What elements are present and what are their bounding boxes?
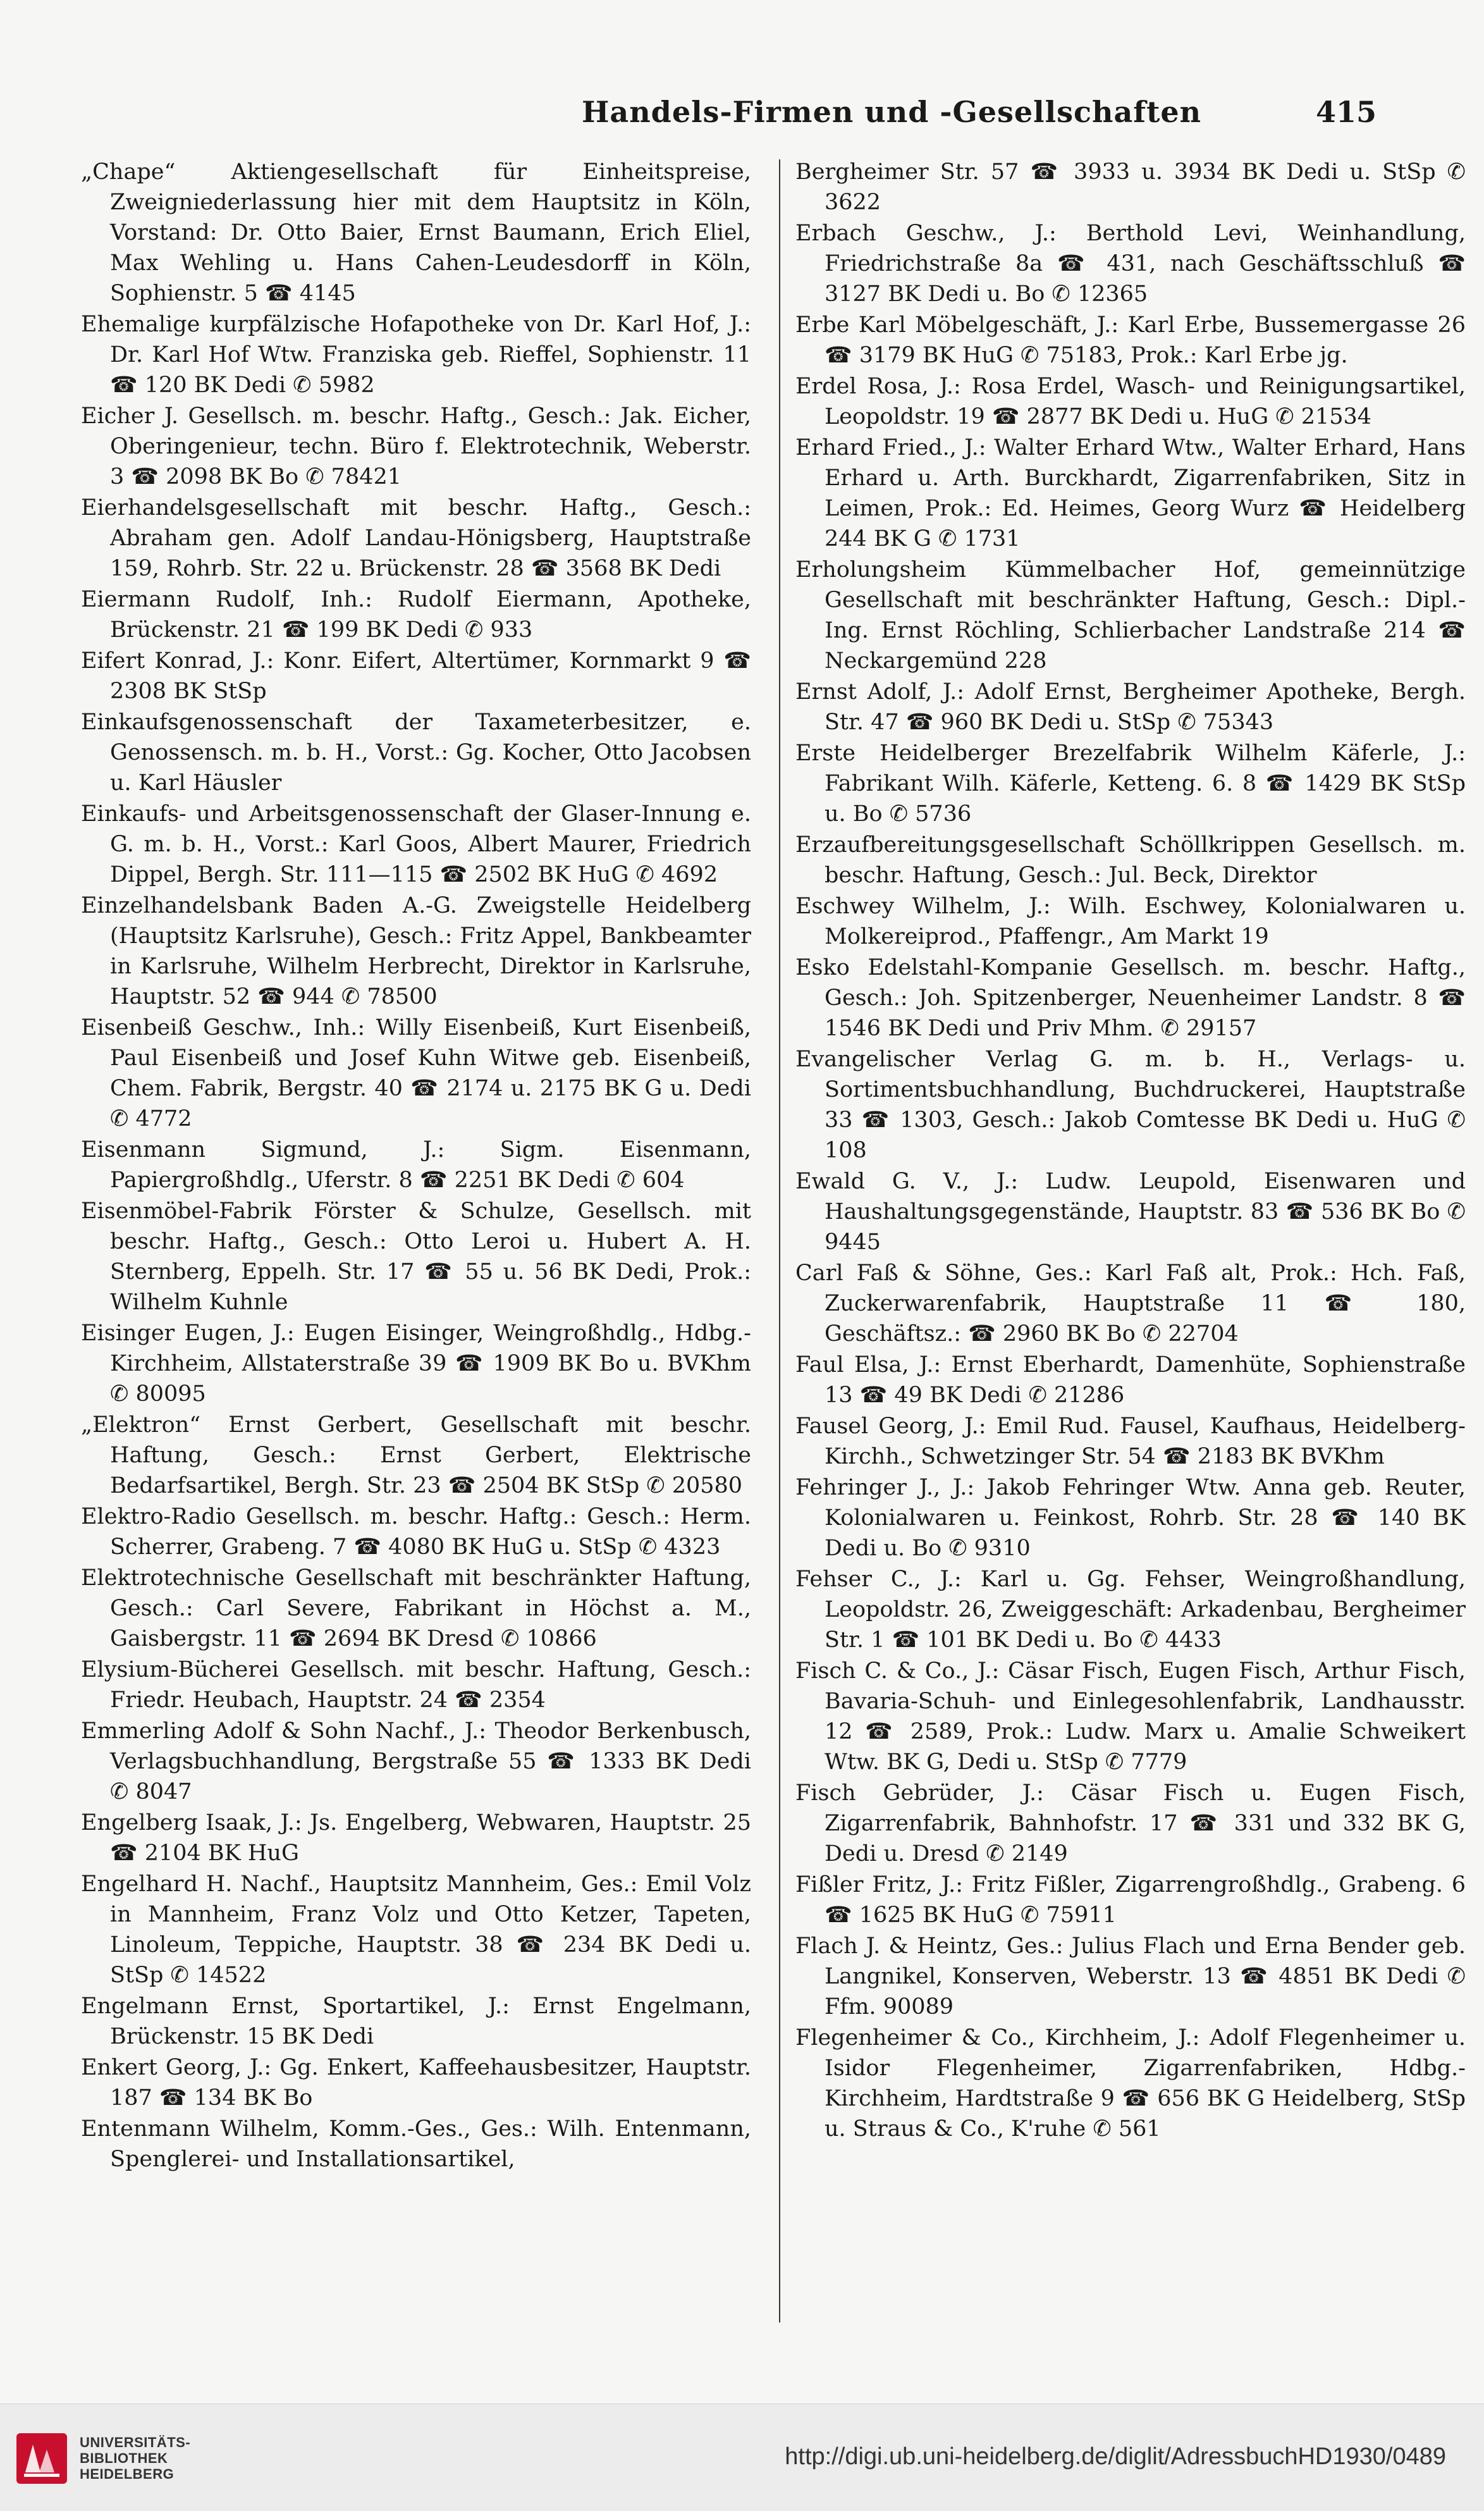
directory-entry: Eifert Konrad, J.: Konr. Eifert, Altertümer, Kornmarkt 9 ☎ 2308 BK StSp (81, 648, 751, 704)
library-name-line: BIBLIOTHEK (80, 2450, 168, 2466)
directory-entry: Eicher J. Gesellsch. m. beschr. Haftg., Gesch.: Jak. Eicher, Oberingenieur, techn. Büro f. Elektrotechnik, Weberstr. 3 ☎ 2098 BK Bo ✆ 78421 (81, 404, 751, 490)
directory-entry: Erste Heidelberger Brezelfabrik Wilhelm Käferle, J.: Fabrikant Wilh. Käferle, Ketteng. 6. 8 ☎ 1429 BK StSp u. Bo ✆ 5736 (795, 741, 1466, 827)
source-url-link[interactable]: http://digi.ub.uni-heidelberg.de/diglit/AdressbuchHD1930/0489 (785, 2443, 1446, 2470)
directory-entry: Einkaufs- und Arbeitsgenossenschaft der Glaser-Innung e. G. m. b. H., Vorst.: Karl Goos, Albert Maurer, Friedrich Dippel, Bergh. Str. 111—115 ☎ 2502 BK HuG ✆ 4692 (81, 801, 751, 887)
directory-entry: Ewald G. V., J.: Ludw. Leupold, Eisenwaren und Haushaltungsgegenstände, Hauptstr. 83 ☎ 536 BK Bo ✆ 9445 (795, 1169, 1466, 1255)
library-name (80, 2434, 190, 2482)
running-title: Handels-Firmen und -Gesellschaften (581, 95, 1202, 129)
directory-entry: Bergheimer Str. 57 ☎ 3933 u. 3934 BK Dedi u. StSp ✆ 3622 (795, 159, 1466, 215)
directory-entry: Elektrotechnische Gesellschaft mit beschränkter Haftung, Gesch.: Carl Severe, Fabrikant in Höchst a. M., Gaisbergstr. 11 ☎ 2694 BK Dresd ✆ 10866 (81, 1565, 751, 1651)
viewer-footer (0, 2403, 1484, 2511)
directory-entry: Faul Elsa, J.: Ernst Eberhardt, Damenhüte, Sophienstraße 13 ☎ 49 BK Dedi ✆ 21286 (795, 1352, 1466, 1408)
directory-entry: Eisenmöbel-Fabrik Förster & Schulze, Gesellsch. mit beschr. Haftg., Gesch.: Otto Leroi u. Hubert A. H. Sternberg, Eppelh. Str. 17 ☎ 55 u. 56 BK Dedi, Prok.: Wilhelm Kuhnle (81, 1199, 751, 1315)
directory-entry: Eierhandelsgesellschaft mit beschr. Haftg., Gesch.: Abraham gen. Adolf Landau-Hönigsberg, Hauptstraße 159, Rohrb. Str. 22 u. Brückenstr. 28 ☎ 3568 BK Dedi (81, 495, 751, 581)
directory-entry: Ehemalige kurpfälzische Hofapotheke von Dr. Karl Hof, J.: Dr. Karl Hof Wtw. Franziska geb. Rieffel, Sophienstr. 11 ☎ 120 BK Dedi ✆ 5982 (81, 312, 751, 398)
library-name-line: HEIDELBERG (80, 2466, 175, 2482)
directory-entry: Elysium-Bücherei Gesellsch. mit beschr. Haftung, Gesch.: Friedr. Heubach, Hauptstr. 24 ☎ 2354 (81, 1657, 751, 1713)
directory-entry: Fausel Georg, J.: Emil Rud. Fausel, Kaufhaus, Heidelberg-Kirchh., Schwetzinger Str. 54 ☎ 2183 BK BVKhm (795, 1414, 1466, 1469)
directory-entry: „Elektron“ Ernst Gerbert, Gesellschaft mit beschr. Haftung, Gesch.: Ernst Gerbert, Elektrische Bedarfsartikel, Bergh. Str. 23 ☎ 2504 BK StSp ✆ 20580 (81, 1412, 751, 1498)
directory-entry: Elektro-Radio Gesellsch. m. beschr. Haftg.: Gesch.: Herm. Scherrer, Grabeng. 7 ☎ 4080 BK HuG u. StSp ✆ 4323 (81, 1504, 751, 1560)
university-library-logo-icon (14, 2431, 70, 2486)
directory-entry: Flach J. & Heintz, Ges.: Julius Flach und Erna Bender geb. Langnikel, Konserven, Weberstr. 13 ☎ 4851 BK Dedi ✆ Ffm. 90089 (795, 1934, 1466, 2020)
left-column (81, 157, 751, 2320)
directory-entry: Evangelischer Verlag G. m. b. H., Verlags- u. Sortimentsbuchhandlung, Buchdruckerei, Hauptstraße 33 ☎ 1303, Gesch.: Jakob Comtesse BK Dedi u. HuG ✆ 108 (795, 1047, 1466, 1163)
directory-entry: Fehser C., J.: Karl u. Gg. Fehser, Weingroßhandlung, Leopoldstr. 26, Zweiggeschäft: Arkadenbau, Bergheimer Str. 1 ☎ 101 BK Dedi u. Bo ✆ 4433 (795, 1567, 1466, 1653)
directory-entry: Fißler Fritz, J.: Fritz Fißler, Zigarrengroßhdlg., Grabeng. 6 ☎ 1625 BK HuG ✆ 75911 (795, 1872, 1466, 1928)
directory-entry: Flegenheimer & Co., Kirchheim, J.: Adolf Flegenheimer u. Isidor Flegenheimer, Zigarrenfabriken, Hdbg.-Kirchheim, Hardtstraße 9 ☎ 656 BK G Heidelberg, StSp u. Straus & Co., K'ruhe ✆ 561 (795, 2025, 1466, 2142)
directory-entry: Erhard Fried., J.: Walter Erhard Wtw., Walter Erhard, Hans Erhard u. Arth. Burckhardt, Zigarrenfabriken, Sitz in Leimen, Prok.: Ed. Heimes, Georg Wurz ☎ Heidelberg 244 BK G ✆ 1731 (795, 435, 1466, 552)
directory-entry: „Chape“ Aktiengesellschaft für Einheitspreise, Zweigniederlassung hier mit dem Hauptsitz in Köln, Vorstand: Dr. Otto Baier, Ernst Baumann, Erich Eliel, Max Wehling u. Hans Cahen-Leudesdorff in Köln, Sophienstr. 5 ☎ 4145 (81, 159, 751, 306)
directory-entry: Esko Edelstahl-Kompanie Gesellsch. m. beschr. Haftg., Gesch.: Joh. Spitzenberger, Neuenheimer Landstr. 8 ☎ 1546 BK Dedi und Priv Mhm. ✆ 29157 (795, 955, 1466, 1041)
right-column (795, 157, 1466, 2320)
directory-entry: Engelhard H. Nachf., Hauptsitz Mannheim, Ges.: Emil Volz in Mannheim, Franz Volz und Otto Ketzer, Tapeten, Linoleum, Teppiche, Hauptstr. 38 ☎ 234 BK Dedi u. StSp ✆ 14522 (81, 1872, 751, 1988)
directory-entry: Eiermann Rudolf, Inh.: Rudolf Eiermann, Apotheke, Brückenstr. 21 ☎ 199 BK Dedi ✆ 933 (81, 587, 751, 643)
directory-entry: Einkaufsgenossenschaft der Taxameterbesitzer, e. Genossensch. m. b. H., Vorst.: Gg. Kocher, Otto Jacobsen u. Karl Häusler (81, 710, 751, 796)
directory-entry: Fisch C. & Co., J.: Cäsar Fisch, Eugen Fisch, Arthur Fisch, Bavaria-Schuh- und Einlegesohlenfabrik, Landhausstr. 12 ☎ 2589, Prok.: Ludw. Marx u. Amalie Schweikert Wtw. BK G, Dedi u. StSp ✆ 7779 (795, 1658, 1466, 1775)
directory-entry: Eisinger Eugen, J.: Eugen Eisinger, Weingroßhdlg., Hdbg.-Kirchheim, Allstaterstraße 39 ☎ 1909 BK Bo u. BVKhm ✆ 80095 (81, 1321, 751, 1407)
directory-entry: Carl Faß & Söhne, Ges.: Karl Faß alt, Prok.: Hch. Faß, Zuckerwarenfabrik, Hauptstraße 11 ☎ 180, Geschäftsz.: ☎ 2960 BK Bo ✆ 22704 (795, 1261, 1466, 1347)
directory-entry: Ernst Adolf, J.: Adolf Ernst, Bergheimer Apotheke, Bergh. Str. 47 ☎ 960 BK Dedi u. StSp ✆ 75343 (795, 679, 1466, 735)
directory-entry: Fehringer J., J.: Jakob Fehringer Wtw. Anna geb. Reuter, Kolonialwaren u. Feinkost, Rohrb. Str. 28 ☎ 140 BK Dedi u. Bo ✆ 9310 (795, 1475, 1466, 1561)
column-divider (779, 159, 780, 2323)
directory-entry: Eisenmann Sigmund, J.: Sigm. Eisenmann, Papiergroßhdlg., Uferstr. 8 ☎ 2251 BK Dedi ✆ 604 (81, 1137, 751, 1193)
directory-entry: Eisenbeiß Geschw., Inh.: Willy Eisenbeiß, Kurt Eisenbeiß, Paul Eisenbeiß und Josef Kuhn Witwe geb. Eisenbeiß, Chem. Fabrik, Bergstr. 40 ☎ 2174 u. 2175 BK G u. Dedi ✆ 4772 (81, 1015, 751, 1132)
directory-entry: Entenmann Wilhelm, Komm.-Ges., Ges.: Wilh. Entenmann, Spenglerei- und Installationsartikel, (81, 2116, 751, 2172)
directory-entry: Emmerling Adolf & Sohn Nachf., J.: Theodor Berkenbusch, Verlagsbuchhandlung, Bergstraße 55 ☎ 1333 BK Dedi ✆ 8047 (81, 1718, 751, 1805)
directory-entry: Engelberg Isaak, J.: Js. Engelberg, Webwaren, Hauptstr. 25 ☎ 2104 BK HuG (81, 1810, 751, 1866)
directory-entry: Eschwey Wilhelm, J.: Wilh. Eschwey, Kolonialwaren u. Molkereiprod., Pfaffengr., Am Markt 19 (795, 894, 1466, 949)
directory-entry: Engelmann Ernst, Sportartikel, J.: Ernst Engelmann, Brückenstr. 15 BK Dedi (81, 1994, 751, 2049)
directory-entry: Erdel Rosa, J.: Rosa Erdel, Wasch- und Reinigungsartikel, Leopoldstr. 19 ☎ 2877 BK Dedi u. HuG ✆ 21534 (795, 374, 1466, 429)
directory-entry: Fisch Gebrüder, J.: Cäsar Fisch u. Eugen Fisch, Zigarrenfabrik, Bahnhofstr. 17 ☎ 331 und 332 BK G, Dedi u. Dresd ✆ 2149 (795, 1780, 1466, 1866)
directory-entry: Erholungsheim Kümmelbacher Hof, gemeinnützige Gesellschaft mit beschränkter Haftung, Gesch.: Dipl.-Ing. Ernst Röchling, Schlierbacher Landstraße 214 ☎ Neckargemünd 228 (795, 557, 1466, 674)
directory-entry: Erbe Karl Möbelgeschäft, J.: Karl Erbe, Bussemergasse 26 ☎ 3179 BK HuG ✆ 75183, Prok.: Karl Erbe jg. (795, 312, 1466, 368)
page-number: 415 (1315, 95, 1377, 129)
directory-entry: Erzaufbereitungsgesellschaft Schöllkrippen Gesellsch. m. beschr. Haftung, Gesch.: Jul. Beck, Direktor (795, 832, 1466, 888)
directory-entry: Erbach Geschw., J.: Berthold Levi, Weinhandlung, Friedrichstraße 8a ☎ 431, nach Geschäftsschluß ☎ 3127 BK Dedi u. Bo ✆ 12365 (795, 221, 1466, 307)
directory-entry: Einzelhandelsbank Baden A.-G. Zweigstelle Heidelberg (Hauptsitz Karlsruhe), Gesch.: Fritz Appel, Bankbeamter in Karlsruhe, Wilhelm Herbrecht, Direktor in Karlsruhe, Hauptstr. 52 ☎ 944 ✆ 78500 (81, 893, 751, 1009)
library-name-line: UNIVERSITÄTS- (80, 2434, 191, 2450)
directory-entry: Enkert Georg, J.: Gg. Enkert, Kaffeehausbesitzer, Hauptstr. 187 ☎ 134 BK Bo (81, 2055, 751, 2111)
